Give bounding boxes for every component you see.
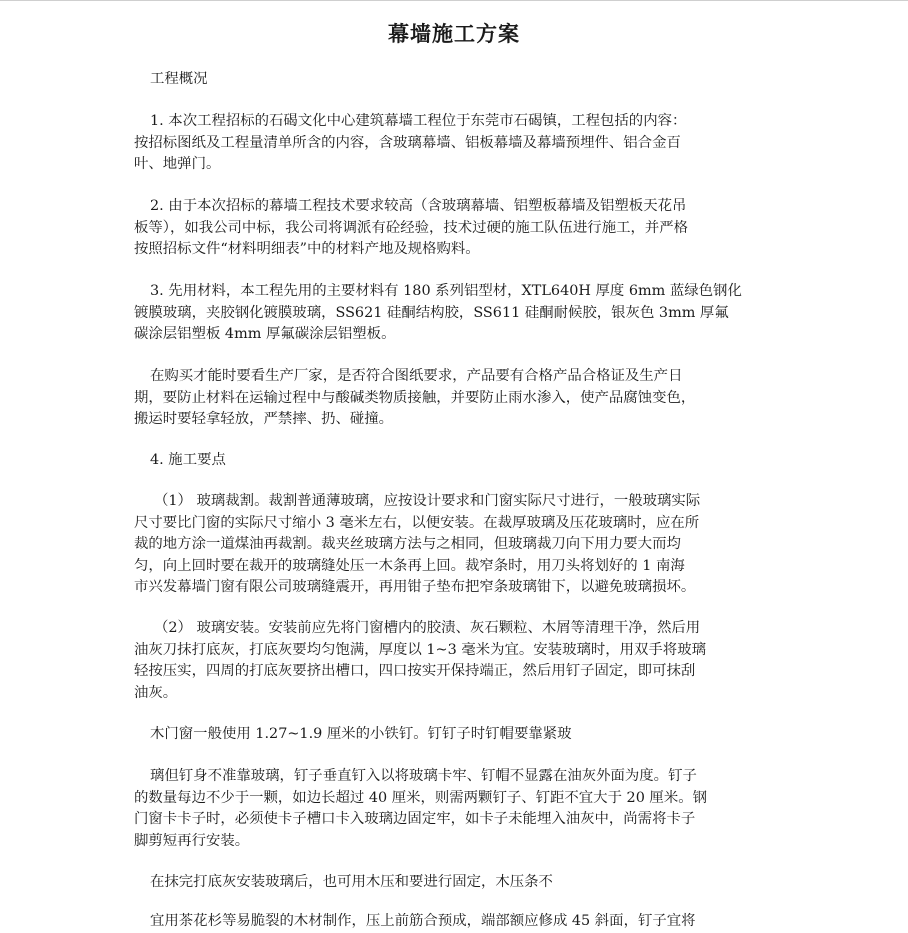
paragraph-line: 门窗卡卡子时，必须使卡子槽口卡入玻璃边固定牢，如卡子未能埋入油灰中，尚需将卡子: [134, 811, 696, 827]
paragraph-line: 匀，向上回时要在裁开的玻璃缝处压一木条再上回。裁窄条时，用刀头将划好的 1 南海: [134, 557, 685, 574]
paragraph-line: 板等），如我公司中标，我公司将调派有砼经验，技术过硬的施工队伍进行施工，并严格: [134, 219, 689, 236]
paragraph-3: [134, 281, 778, 346]
paragraph-line: 裁的地方涂一道煤油再裁割。裁夹丝玻璃方法与之相同，但玻璃裁刀向下用力要大而均: [134, 536, 681, 552]
paragraph-9: [134, 872, 778, 894]
paragraph-line: 1. 本次工程招标的石碣文化中心建筑幕墙工程位于东莞市石碣镇，工程包括的内容：: [150, 113, 687, 129]
paragraph-line: 镀膜玻璃，夹胶钢化镀膜玻璃，SS621 硅酮结构胶，SS611 硅酮耐候胶，银灰色 3mm 厚氟: [134, 304, 729, 321]
paragraph-line: 3. 先用材料，本工程先用的主要材料有 180 系列铝型材，XTL640H 厚度 6mm 蓝绿色钢化: [150, 283, 742, 299]
paragraph-8: [134, 766, 778, 852]
paragraph-line: （2） 玻璃安装。安装前应先将门窗槽内的胶渍、灰石颗粒、木屑等清理干净，然后用: [154, 620, 701, 636]
paragraph-line: 木门窗一般使用 1.27~1.9 厘米的小铁钉。钉钉子时钉帽要靠紧玻: [150, 726, 572, 742]
paragraph-line: 叶、地弹门。: [134, 156, 221, 172]
paragraph-5: [134, 491, 778, 599]
paragraph-line: 2. 由于本次招标的幕墙工程技术要求较高（含玻璃幕墙、铝塑板幕墙及铝塑板天花吊: [150, 198, 687, 214]
paragraph-line: 璃但钉身不准靠玻璃，钉子垂直钉入以将玻璃卡牢、钉帽不显露在油灰外面为度。钉子: [150, 768, 697, 784]
paragraph-line: 按照招标文件“材料明细表”中的材料产地及规格购料。: [134, 241, 480, 257]
document-title: 幕墙施工方案: [388, 21, 520, 46]
paragraph-line: 在购买才能时要看生产厂家，是否符合图纸要求，产品要有合格产品合格证及生产日: [150, 368, 683, 384]
paragraph-line: 碳涂层铝塑板 4mm 厚氟碳涂层铝塑板。: [134, 326, 396, 342]
paragraph-6: [134, 618, 778, 704]
paragraph-7: [134, 724, 778, 746]
paragraph-line: 油灰。: [134, 684, 178, 701]
paragraph-line: 按招标图纸及工程量清单所含的内容，含玻璃幕墙、铝板幕墙及幕墙预埋件、铝合金百: [134, 134, 681, 151]
paragraph-line: 脚剪短再行安装。: [134, 832, 250, 849]
paragraph-line: 在抹完打底灰安装玻璃后，也可用木压和要进行固定，木压条不: [150, 874, 553, 890]
paragraph-4: [134, 366, 778, 431]
paragraph-1: [134, 111, 778, 176]
paragraph-line: 搬运时要轻拿轻放，严禁摔、扔、碰撞。: [134, 411, 394, 427]
paragraph-line: 轻按压实，四周的打底灰要挤出槽口，四口按实开保持端正，然后用钉子固定，即可抹刮: [134, 663, 696, 679]
paragraph-line: 市兴发幕墙门窗有限公司玻璃缝震开，再用钳子垫布把窄条玻璃钳下，以避免玻璃损坏。: [134, 579, 696, 595]
paragraph-line: （1） 玻璃裁割。裁割普通薄玻璃，应按设计要求和门窗实际尺寸进行，一般玻璃实际: [154, 493, 701, 509]
paragraph-line: 的数量每边不少于一颗，如边长超过 40 厘米，则需两颗钉子、钉距不宜大于 20 厘米。钢: [134, 789, 707, 806]
section-heading-overview: [150, 69, 794, 91]
paragraph-line: 油灰刀抹打底灰，打底灰要均匀饱满，厚度以 1~3 毫米为宜。安装玻璃时，用双手将玻璃: [134, 641, 706, 658]
paragraph-line: 宜用茶花杉等易脆裂的木材制作，压上前筋合预成，端部额应修成 45 斜面，钉子宜将: [150, 913, 696, 929]
heading-text: 工程概况: [150, 71, 208, 87]
paragraph-line: 期，要防止材料在运输过程中与酸碱类物质接触，并要防止雨水渗入，使产品腐蚀变色，: [134, 389, 696, 406]
paragraph-line: 尺寸要比门窗的实际尺寸缩小 3 毫米左右，以便安装。在裁厚玻璃及压花玻璃时，应在所: [134, 514, 700, 531]
heading-text: 4. 施工要点: [150, 452, 226, 468]
paragraph-10: [134, 911, 778, 933]
paragraph-2: [134, 196, 778, 261]
section-heading-construction-points: [150, 450, 794, 472]
